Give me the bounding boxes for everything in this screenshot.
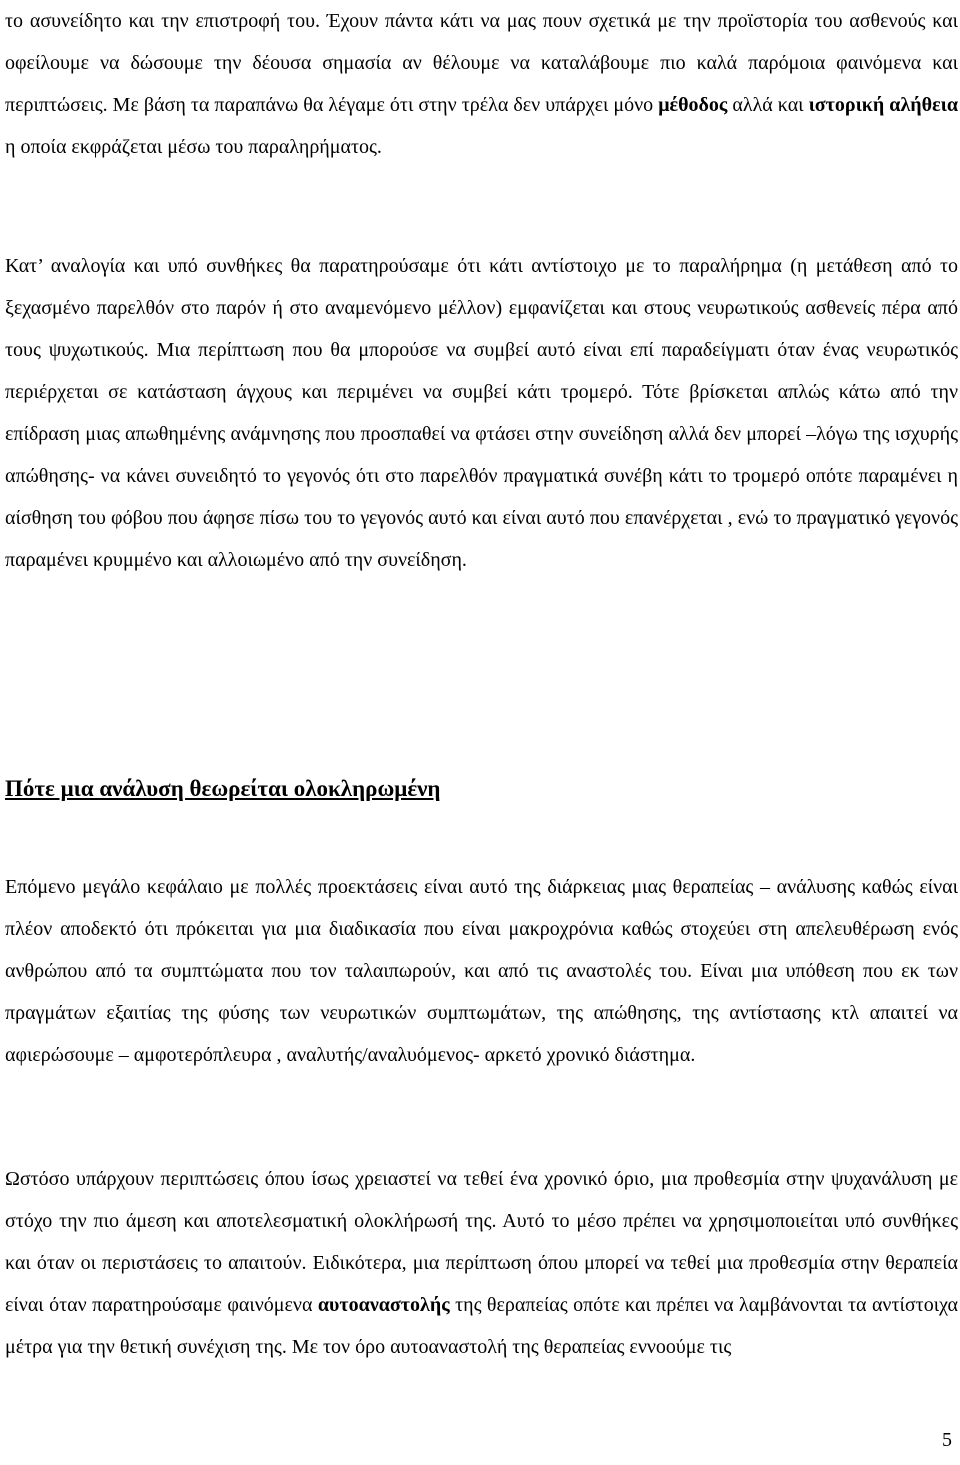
paragraph-text: η οποία εκφράζεται μέσω του παραληρήματος. — [5, 136, 382, 158]
paragraph-text: Ωστόσο υπάρχουν περιπτώσεις όπου ίσως χρειαστεί να τεθεί ένα χρονικό όριο, μια προθεσμία στην ψυχανάλυση με στόχο την πιο άμεση και αποτελεσματική ολοκλήρωσή της. Αυτό το μέσο πρέπει να χρησιμοποιείται υπό συνθήκες και όταν οι περιστάσεις το απαιτούν. Ειδικότερα, μια περίπτωση όπου μπορεί να τεθεί μια προθεσμία στην θεραπεία είναι όταν παρατηρούσαμε φαινόμενα — [5, 1168, 958, 1316]
paragraph-text: το ασυνείδητο και την επιστροφή του. Έχουν πάντα κάτι να μας πουν σχετικά με την προϊστορία του ασθενούς και οφείλουμε να δώσουμε την δέουσα σημασία αν θέλουμε να καταλάβουμε πιο καλά παρόμοια φαινόμενα και περιπτώσεις. Με βάση τα παραπάνω θα λέγαμε ότι στην τρέλα δεν υπάρχει μόνο — [5, 10, 958, 116]
bold-term-historical-truth: ιστορική αλήθεια — [808, 94, 958, 116]
bold-term-method: μέθοδος — [658, 94, 728, 116]
body-paragraph — [5, 1158, 958, 1368]
page-number: 5 — [942, 1429, 952, 1451]
section-heading: Πότε μια ανάλυση θεωρείται ολοκληρωμένη — [5, 776, 441, 801]
body-paragraph: Επόμενο μεγάλο κεφάλαιο με πολλές προεκτάσεις είναι αυτό της διάρκειας μιας θεραπείας – ανάλυσης καθώς είναι πλέον αποδεκτό ότι πρόκειται για μια διαδικασία που είναι μακροχρόνια καθώς στοχεύει στη απελευθέρωση ενός ανθρώπου από τα συμπτώματα που τον ταλαιπωρούν, και από τις αναστολές του. Είναι μια υπόθεση που εκ των πραγμάτων εξαιτίας της φύσης των νευρωτικών συμπτωμάτων, της απώθησης, της αντίστασης κτλ απαιτεί να αφιερώσουμε – αμφοτερόπλευρα , αναλυτής/αναλυόμενος- αρκετό χρονικό διάστημα. — [5, 876, 958, 1066]
body-paragraph — [5, 0, 958, 168]
bold-term-self-suspension: αυτοαναστολής — [317, 1294, 450, 1316]
paragraph-text: αλλά και — [727, 94, 809, 116]
body-paragraph: Κατ’ αναλογία και υπό συνθήκες θα παρατηρούσαμε ότι κάτι αντίστοιχο με το παραλήρημα (η μετάθεση από το ξεχασμένο παρελθόν στο παρόν ή στο αναμενόμενο μέλλον) εμφανίζεται και στους νευρωτικούς ασθενείς πέρα από τους ψυχωτικούς. Μια περίπτωση που θα μπορούσε να συμβεί αυτό είναι επί παραδείγματι όταν ένας νευρωτικός περιέρχεται σε κατάσταση άγχους και περιμένει να συμβεί κάτι τρομερό. Τότε βρίσκεται απλώς κάτω από την επίδραση μιας απωθημένης ανάμνησης που προσπαθεί να φτάσει στην συνείδηση αλλά δεν μπορεί –λόγω της ισχυρής απώθησης- να κάνει συνειδητό το γεγονός ότι στο παρελθόν πραγματικά συνέβη κάτι το τρομερό οπότε παραμένει η αίσθηση του φόβου που άφησε πίσω του το γεγονός αυτό και είναι αυτό που επανέρχεται , ενώ το πραγματικό γεγονός παραμένει κρυμμένο και αλλοιωμένο από την συνείδηση. — [5, 255, 958, 571]
paragraph-text: της θεραπείας οπότε και πρέπει να λαμβάνονται τα αντίστοιχα μέτρα για την θετική συνέχιση της. Με τον όρο αυτοαναστολή της θεραπείας εννοούμε τις — [5, 1294, 959, 1358]
